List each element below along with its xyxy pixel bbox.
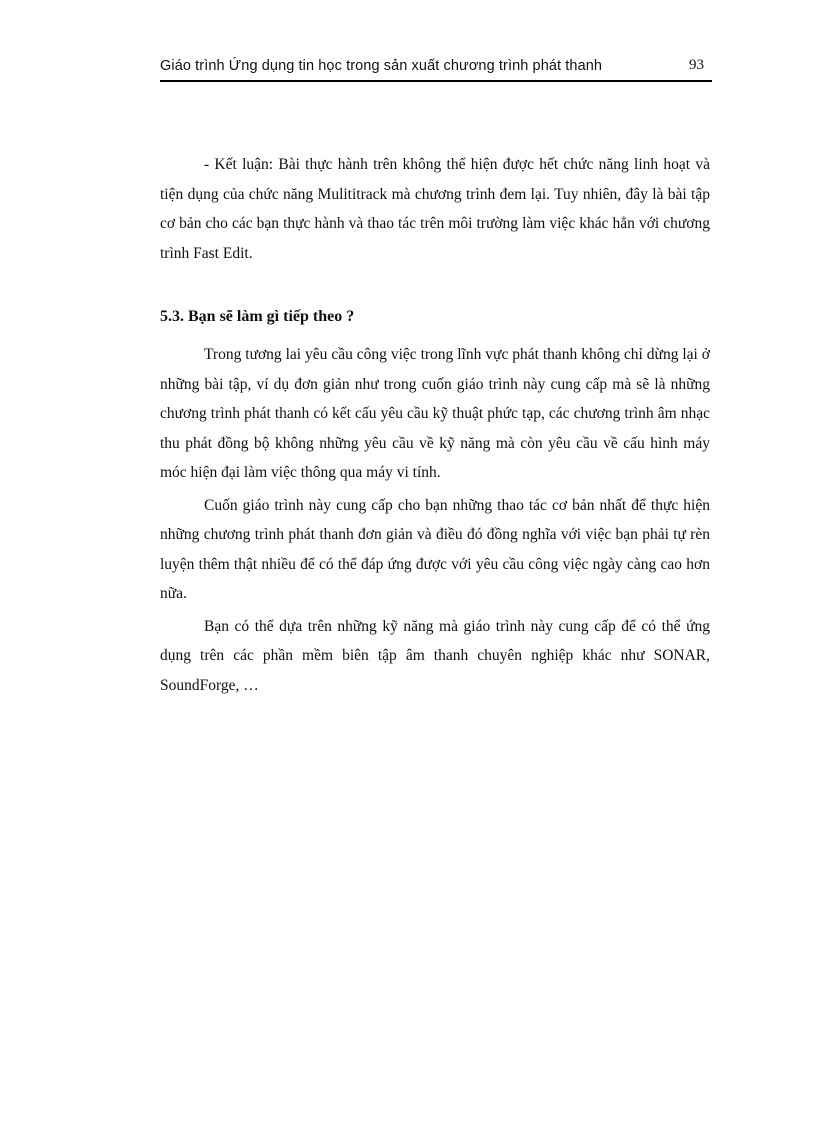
header-title: Giáo trình Ứng dụng tin học trong sản xuất chương trình phát thanh [160,58,603,74]
page-header [160,56,712,82]
section-paragraph-3: Bạn có thể dựa trên những kỹ năng mà giáo trình này cung cấp để có thể ứng dụng trên các phần mềm biên tập âm thanh chuyên nghiệp khác như SONAR, SoundForge, … [160,617,710,694]
section-paragraph-2: Cuốn giáo trình này cung cấp cho bạn những thao tác cơ bản nhất để thực hiện những chương trình phát thanh đơn giản và điều đó đồng nghĩa với việc bạn phải tự rèn luyện thêm thật nhiều để có thể đáp ứng được với yêu cầu công việc ngày càng cao hơn nữa. [160,496,710,602]
conclusion-block [160,150,710,268]
section-paragraph-1: Trong tương lai yêu cầu công việc trong lĩnh vực phát thanh không chỉ dừng lại ở những bài tập, ví dụ đơn giản như trong cuốn giáo trình này cung cấp mà sẽ là những chương trình phát thanh có kết cấu yêu cầu kỹ thuật phức tạp, các chương trình âm nhạc thu phát đồng bộ không những yêu cầu về kỹ năng mà còn yêu cầu về cấu hình máy móc hiện đại làm việc thông qua máy vi tính. [160,346,710,481]
section-body [160,340,710,703]
conclusion-paragraph: - Kết luận: Bài thực hành trên không thể hiện được hết chức năng linh hoạt và tiện dụng của chức năng Mulititrack mà chương trình đem lại. Tuy nhiên, đây là bài tập cơ bản cho các bạn thực hành và thao tác trên môi trường làm việc khác hẳn với chương trình Fast Edit. [160,156,710,262]
section-heading: 5.3. Bạn sẽ làm gì tiếp theo ? [160,308,355,325]
page-number: 93 [689,57,704,73]
